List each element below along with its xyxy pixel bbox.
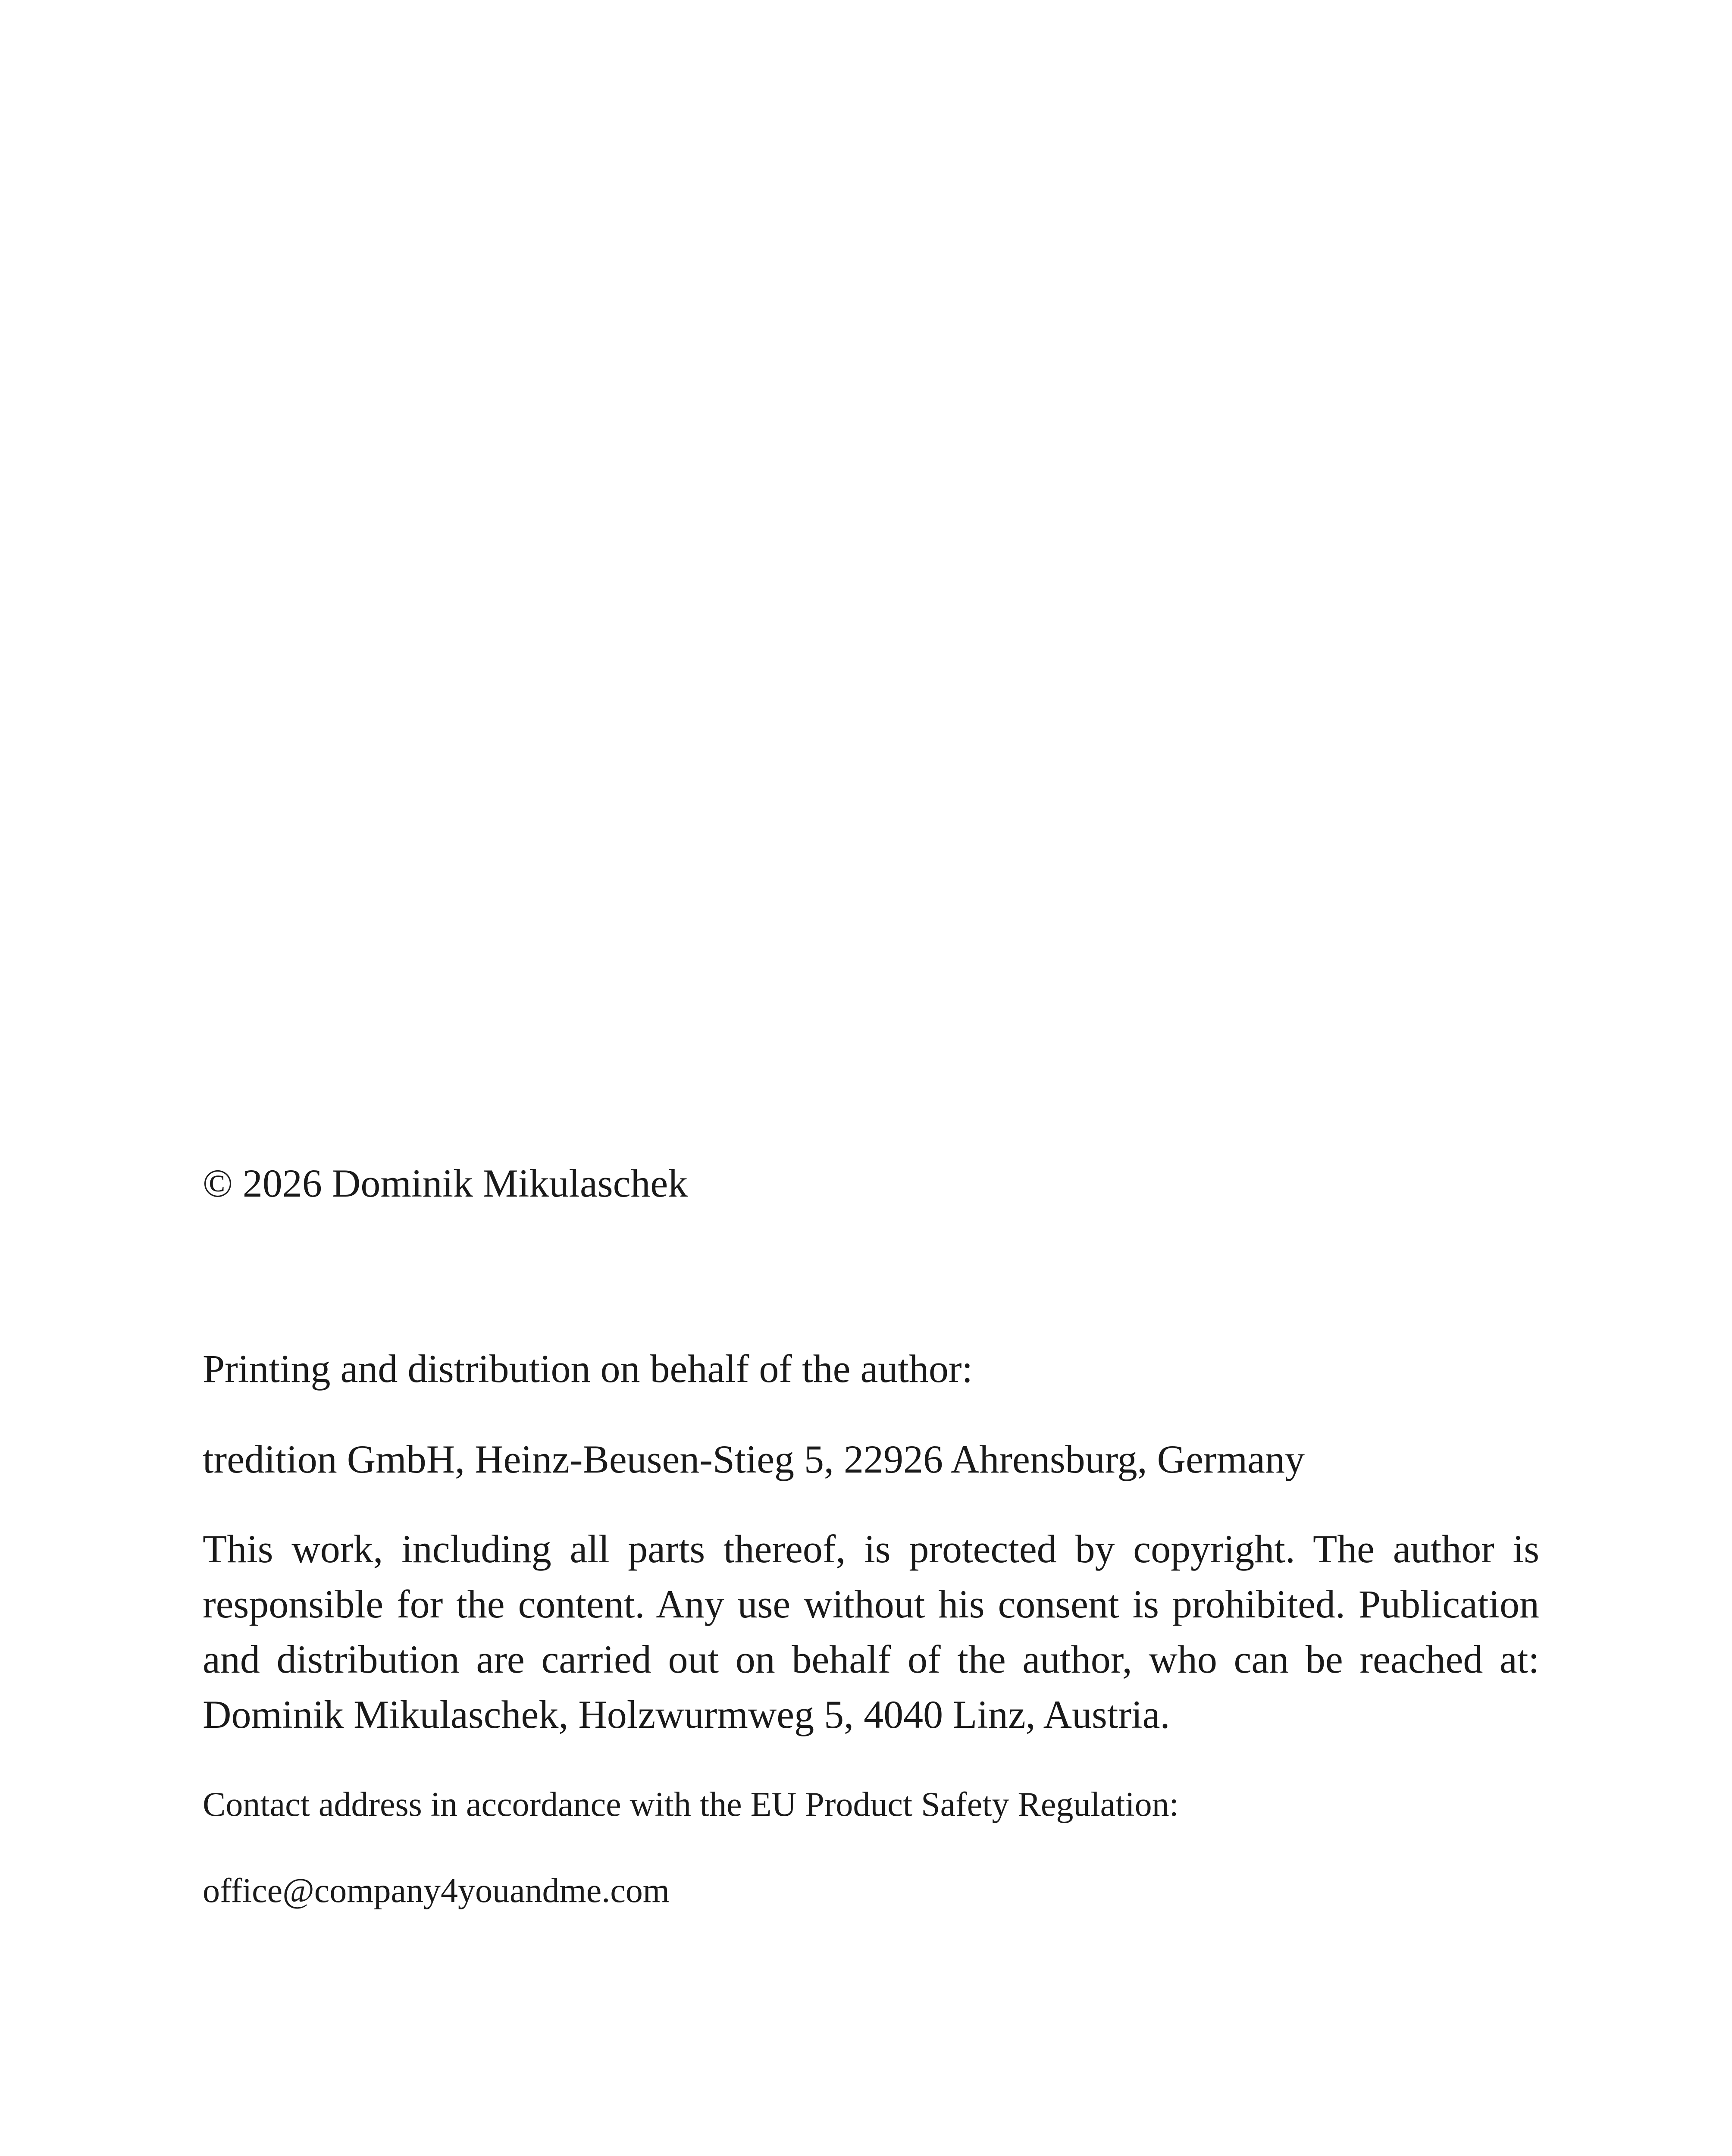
copyright-line: © 2026 Dominik Mikulaschek [203, 1161, 688, 1205]
contact-email: office@company4youandme.com [203, 1872, 670, 1910]
publisher-address: tredition GmbH, Heinz-Beusen-Stieg 5, 22926 Ahrensburg, Germany [203, 1437, 1305, 1481]
copyright-notice-paragraph: This work, including all parts thereof, is protected by copyright. The author is responsible for the content. Any use without his consent is prohibited. Publication and distribution are carried out on behalf of the author, who can be reached at: Dominik Mikulaschek, Holzwurmweg 5, 4040 Linz, Austria. [203, 1527, 1539, 1736]
contact-address-label: Contact address in accordance with the EU Product Safety Regulation: [203, 1786, 1179, 1824]
printing-distribution-label: Printing and distribution on behalf of the author: [203, 1347, 973, 1391]
